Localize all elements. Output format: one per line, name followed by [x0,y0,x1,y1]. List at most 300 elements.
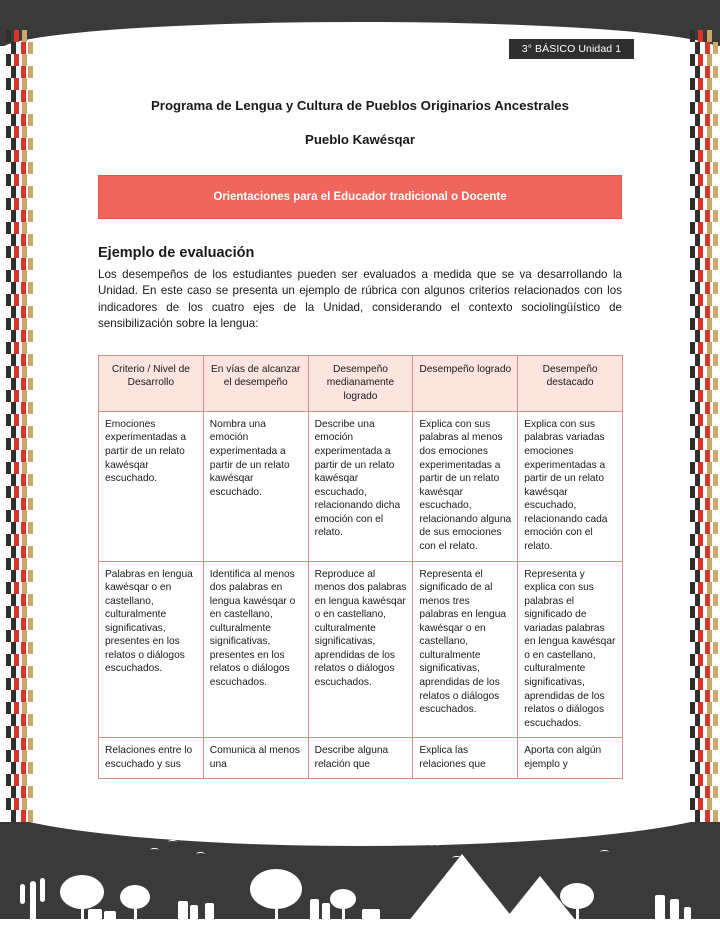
rubric-table [98,355,623,780]
stripe-segment [28,162,33,174]
stripe-segment [14,774,19,786]
stripe-segment [698,798,703,810]
section-intro-text: Los desempeños de los estudiantes pueden ser evaluados a medida que se va desarrollando la Unidad. En este caso se presenta un ejemplo de rúbrica con algunos criterios relacionados con los indicadores de los cuatro ejes de la Unidad, considerando el contexto sociolingüístico de sensibilización sobre la lengua: [98,267,622,331]
stripe-segment [707,318,712,330]
bird-silhouette [196,852,205,856]
stripe-segment [707,150,712,162]
stripe-segment [14,486,19,498]
table-cell: Explica las relaciones que [413,738,518,779]
stripe-segment [707,486,712,498]
stripe-segment [22,390,27,402]
tree-trunk-silhouette [275,905,278,921]
bottom-decorative-band [0,822,720,932]
stripe-segment [22,510,27,522]
bird-silhouette [168,840,177,844]
stripe-segment [22,366,27,378]
stripe-segment [713,810,718,822]
stripe-segment [698,342,703,354]
stripe-segment [713,42,718,54]
stripe-segment [28,570,33,582]
stripe-segment [14,462,19,474]
stripe-segment [28,762,33,774]
stripe-segment [28,282,33,294]
stripe-segment [6,510,11,522]
stripe-segment [698,390,703,402]
stripe-segment [28,666,33,678]
stripe-segment [14,150,19,162]
stripe-segment [6,390,11,402]
page-subtitle: Pueblo Kawésqar [305,131,415,147]
stripe-segment [698,534,703,546]
stripe-segment [707,678,712,690]
bird-silhouette [470,842,479,846]
stripe-segment [707,366,712,378]
decorative-stripe [690,30,697,860]
stripe-segment [22,222,27,234]
stripe-segment [707,750,712,762]
stripe-segment [22,558,27,570]
stripe-segment [690,462,695,474]
stripe-segment [28,546,33,558]
stripe-segment [698,486,703,498]
figure-silhouette [655,895,665,921]
stripe-segment [22,174,27,186]
stripe-segment [690,582,695,594]
stripe-segment [6,318,11,330]
stripe-segment [6,678,11,690]
stripe-segment [6,246,11,258]
stripe-segment [713,570,718,582]
stripe-segment [22,678,27,690]
stripe-segment [707,126,712,138]
stripe-segment [713,594,718,606]
stripe-segment [6,54,11,66]
stripe-segment [713,354,718,366]
stripe-segment [6,30,11,42]
unit-badge: 3° BÁSICO Unidad 1 [509,39,634,59]
stripe-segment [713,114,718,126]
stripe-segment [698,750,703,762]
stripe-segment [14,606,19,618]
stripe-segment [14,750,19,762]
stripe-segment [713,138,718,150]
stripe-segment [22,270,27,282]
stripe-segment [22,102,27,114]
section-title: Ejemplo de evaluación [98,244,255,261]
stripe-segment [713,522,718,534]
stripe-segment [707,558,712,570]
stripe-segment [698,174,703,186]
stripe-segment [6,414,11,426]
stripe-segment [28,738,33,750]
stripe-segment [22,294,27,306]
stripe-segment [28,498,33,510]
stripe-segment [14,198,19,210]
stripe-segment [14,414,19,426]
stripe-segment [698,366,703,378]
stripe-segment [713,402,718,414]
stripe-segment [707,654,712,666]
table-cell: Relaciones entre lo escuchado y sus [99,738,204,779]
stripe-segment [14,390,19,402]
stripe-segment [690,558,695,570]
stripe-segment [707,462,712,474]
stripe-segment [14,654,19,666]
stripe-segment [690,222,695,234]
stripe-segment [28,618,33,630]
stripe-segment [707,510,712,522]
stripe-segment [6,750,11,762]
stripe-segment [28,690,33,702]
decorative-stripe [707,30,714,860]
figure-silhouette [205,903,214,921]
table-header-cell: En vías de alcanzar el desempeño [203,355,308,411]
stripe-segment [6,198,11,210]
stripe-segment [707,798,712,810]
stripe-segment [22,246,27,258]
stripe-segment [707,390,712,402]
stripe-segment [22,654,27,666]
table-cell: Describe alguna relación que [308,738,413,779]
stripe-segment [698,198,703,210]
table-cell: Nombra una emoción experimentada a partir de un relato kawésqar escuchado. [203,411,308,561]
stripe-segment [713,90,718,102]
bottom-band-curve [0,822,720,846]
table-cell: Aporta con algún ejemplo y [518,738,623,779]
stripe-segment [14,246,19,258]
orientation-banner: Orientaciones para el Educador tradicional o Docente [98,175,622,219]
decorative-stripe [14,30,21,860]
stripe-segment [713,450,718,462]
stripe-segment [707,102,712,114]
stripe-segment [698,678,703,690]
figure-silhouette [684,907,691,921]
stripe-segment [6,630,11,642]
stripe-segment [713,234,718,246]
stripe-segment [690,246,695,258]
stripe-segment [690,270,695,282]
bird-silhouette [430,844,439,848]
stripe-segment [14,270,19,282]
stripe-segment [698,78,703,90]
stripe-segment [690,534,695,546]
stripe-segment [22,798,27,810]
stripe-segment [698,414,703,426]
stripe-segment [713,186,718,198]
stripe-segment [713,666,718,678]
stripe-segment [707,438,712,450]
stripe-segment [690,510,695,522]
table-cell: Explica con sus palabras variadas emociones experimentadas a partir de un relato kawésqar escuchado, relacionando cada emoción con el relato. [518,411,623,561]
stripe-segment [713,474,718,486]
table-cell: Comunica al menos una [203,738,308,779]
right-decorative-strip [686,30,720,860]
stripe-segment [690,702,695,714]
stripe-segment [698,462,703,474]
stripe-segment [28,90,33,102]
tree-trunk-silhouette [81,905,84,921]
table-header-row [99,355,623,411]
stripe-segment [22,774,27,786]
stripe-segment [713,426,718,438]
table-header-cell: Desempeño logrado [413,355,518,411]
stripe-segment [690,174,695,186]
stripe-segment [14,102,19,114]
stripe-segment [698,126,703,138]
figure-silhouette [88,909,102,921]
stripe-segment [22,198,27,210]
stripe-segment [14,678,19,690]
stripe-segment [698,318,703,330]
bird-silhouette [600,850,609,854]
stripe-segment [28,354,33,366]
stripe-segment [28,714,33,726]
cactus-silhouette [30,881,36,921]
stripe-segment [690,54,695,66]
stripe-segment [713,498,718,510]
decorative-stripe [22,30,29,860]
stripe-segment [713,786,718,798]
stripe-segment [690,630,695,642]
stripe-segment [22,126,27,138]
stripe-segment [707,222,712,234]
stripe-segment [6,798,11,810]
stripe-segment [707,582,712,594]
stripe-segment [22,438,27,450]
stripe-segment [713,618,718,630]
stripe-segment [698,558,703,570]
stripe-segment [6,270,11,282]
figure-silhouette [178,901,188,921]
table-cell: Emociones experimentadas a partir de un relato kawésqar escuchado. [99,411,204,561]
stripe-segment [707,294,712,306]
stripe-segment [28,402,33,414]
stripe-segment [690,198,695,210]
stripe-segment [713,330,718,342]
stripe-segment [707,30,712,42]
stripe-segment [6,78,11,90]
stripe-segment [690,294,695,306]
stripe-segment [14,534,19,546]
stripe-segment [713,762,718,774]
stripe-segment [690,726,695,738]
stripe-segment [690,798,695,810]
stripe-segment [22,582,27,594]
stripe-segment [707,342,712,354]
tree-trunk-silhouette [576,905,579,921]
stripe-segment [707,246,712,258]
stripe-segment [698,510,703,522]
bird-silhouette [452,856,461,860]
stripe-segment [22,486,27,498]
stripe-segment [698,150,703,162]
stripe-segment [707,414,712,426]
stripe-segment [6,486,11,498]
stripe-segment [690,342,695,354]
stripe-segment [14,294,19,306]
stripe-segment [14,726,19,738]
stripe-segment [698,774,703,786]
stripe-segment [707,78,712,90]
stripe-segment [28,210,33,222]
stripe-segment [22,414,27,426]
stripe-segment [28,810,33,822]
stripe-segment [14,126,19,138]
stripe-segment [698,246,703,258]
stripe-segment [6,438,11,450]
stripe-segment [14,702,19,714]
figure-silhouette [190,905,198,921]
stripe-segment [707,174,712,186]
stripe-segment [707,606,712,618]
table-row [99,561,623,738]
stripe-segment [22,342,27,354]
stripe-segment [22,462,27,474]
stripe-segment [707,630,712,642]
stripe-segment [707,726,712,738]
stripe-segment [22,534,27,546]
stripe-segment [6,366,11,378]
stripe-segment [6,174,11,186]
cactus-arm-silhouette [40,878,45,902]
stripe-segment [690,750,695,762]
tree-trunk-silhouette [342,905,345,921]
table-row [99,411,623,561]
table-header-cell: Criterio / Nivel de Desarrollo [99,355,204,411]
stripe-segment [6,726,11,738]
table-header-cell: Desempeño destacado [518,355,623,411]
stripe-segment [14,366,19,378]
stripe-segment [707,702,712,714]
stripe-segment [28,66,33,78]
stripe-segment [713,714,718,726]
tree-silhouette [60,875,104,909]
figure-silhouette [362,909,380,921]
stripe-segment [707,198,712,210]
stripe-segment [28,186,33,198]
stripe-segment [6,606,11,618]
stripe-segment [14,78,19,90]
stripe-segment [28,450,33,462]
stripe-segment [690,414,695,426]
bird-silhouette [150,848,159,852]
stripe-segment [698,294,703,306]
stripe-segment [713,162,718,174]
stripe-segment [28,234,33,246]
stripe-segment [690,390,695,402]
stripe-segment [6,534,11,546]
stripe-segment [698,606,703,618]
stripe-segment [22,630,27,642]
stripe-segment [690,774,695,786]
stripe-segment [690,126,695,138]
stripe-segment [22,318,27,330]
stripe-segment [14,222,19,234]
stripe-segment [713,738,718,750]
stripe-segment [713,66,718,78]
table-cell: Representa y explica con sus palabras el significado de variadas palabras en lengua kawésqar o en castellano, culturalmente significativas, aprendidas de los relatos o diálogos escuchados. [518,561,623,738]
stripe-segment [6,222,11,234]
stripe-segment [698,702,703,714]
stripe-segment [28,378,33,390]
table-header-cell: Desempeño medianamente logrado [308,355,413,411]
stripe-segment [698,654,703,666]
tree-silhouette [250,869,302,909]
stripe-segment [713,690,718,702]
decorative-stripe [698,30,705,860]
stripe-segment [22,606,27,618]
stripe-segment [22,726,27,738]
stripe-segment [6,582,11,594]
stripe-segment [14,798,19,810]
stripe-segment [28,642,33,654]
stripe-segment [690,102,695,114]
table-row [99,738,623,779]
stripe-segment [14,438,19,450]
stripe-segment [6,342,11,354]
stripe-segment [22,30,27,42]
stripe-segment [690,678,695,690]
stripe-segment [22,702,27,714]
stripe-segment [690,486,695,498]
stripe-segment [28,42,33,54]
stripe-segment [698,54,703,66]
table-cell: Reproduce al menos dos palabras en lengua kawésqar o en castellano, culturalmente significativas, aprendidas de los relatos o diálogos escuchados. [308,561,413,738]
decorative-stripe [6,30,13,860]
stripe-segment [28,426,33,438]
stripe-segment [22,78,27,90]
stripe-segment [707,54,712,66]
table-cell: Palabras en lengua kawésqar o en castellano, culturalmente significativas, presentes en los relatos o diálogos escuchados. [99,561,204,738]
stripe-segment [690,78,695,90]
stripe-segment [698,582,703,594]
table-cell: Describe una emoción experimentada a partir de un relato kawésqar escuchado, relacionando dicha emoción con el relato. [308,411,413,561]
stripe-segment [28,474,33,486]
stripe-segment [698,30,703,42]
stripe-segment [14,510,19,522]
stripe-segment [28,594,33,606]
document-content [74,96,646,779]
left-decorative-strip [0,30,34,860]
stripe-segment [28,114,33,126]
figure-silhouette [322,903,330,921]
stripe-segment [713,282,718,294]
stripe-segment [6,654,11,666]
stripe-segment [707,774,712,786]
stripe-segment [698,438,703,450]
stripe-segment [28,522,33,534]
stripe-segment [713,210,718,222]
stripe-segment [6,126,11,138]
stripe-segment [698,270,703,282]
figure-silhouette [310,899,319,921]
figure-silhouette [670,899,679,921]
stripe-segment [14,630,19,642]
stripe-segment [28,138,33,150]
stripe-segment [28,330,33,342]
stripe-segment [14,582,19,594]
stripe-segment [713,378,718,390]
stripe-segment [690,606,695,618]
stripe-segment [690,30,695,42]
stripe-segment [6,462,11,474]
stripe-segment [14,174,19,186]
stripe-segment [14,558,19,570]
stripe-segment [707,534,712,546]
stripe-segment [28,258,33,270]
stripe-segment [698,630,703,642]
stripe-segment [690,438,695,450]
